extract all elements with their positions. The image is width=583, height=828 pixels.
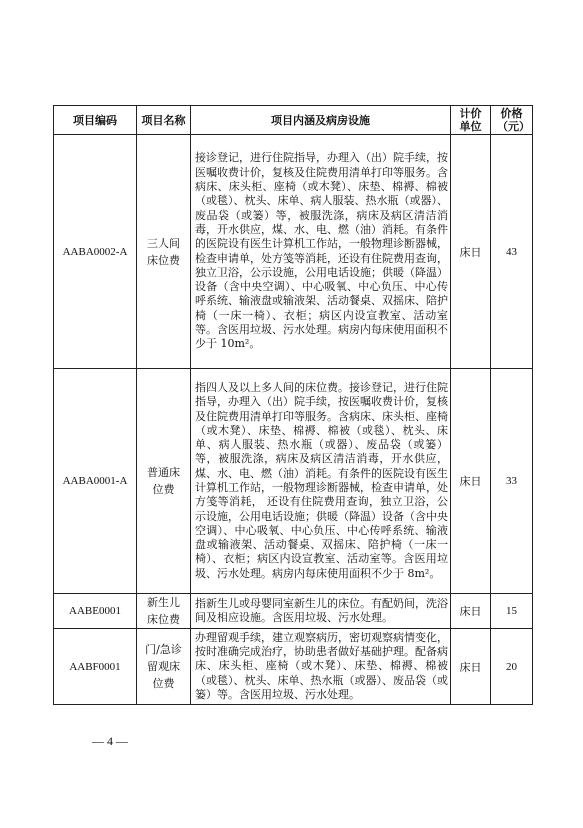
header-price: 价格（元） <box>491 106 533 135</box>
row-price: 15 <box>491 594 533 629</box>
row-content: 指新生儿或母婴同室新生儿的床位。有配奶间，洗浴间及相应设施。含医用垃圾、污水处理。 <box>191 594 451 629</box>
table-row <box>54 629 533 705</box>
table-row <box>54 594 533 629</box>
row-price: 20 <box>491 629 533 705</box>
row-content: 指四人及以上多人间的床位费。接诊登记，进行住院指导，办理入（出）院手续，按医嘱收费计价，复核及住院费用清单打印等服务。含病床、床头柜、座椅（或木凳）、床垫、棉褥、棉被（或毯）、枕头、床单、病人服装、热水瓶（或器）、废品袋（或篓）等，被服洗涤，病床及病区清洁消毒，开水供应，煤、水、电、燃（油）消耗。有条件的医院设有医生计算机工作站，一般物理诊断器械，检查申请单，处方笺等消耗， 还设有住院费用查询，独立卫浴，公示设施，公用电话设施；供暖（降温）设备（含中央空调）、中心吸氧、中心负压、中心传呼系统、输液盘或输液架、活动餐桌、双摇床、陪护椅（一床一椅）、衣柜；病区内设宣教室、活动室等。含医用垃圾、污水处理。病房内每床使用面积不少于 8m²。 <box>191 369 451 594</box>
row-name: 三人间床位费 <box>137 135 191 369</box>
header-content: 项目内涵及病房设施 <box>191 106 451 135</box>
row-name: 门/急诊留观床位费 <box>137 629 191 705</box>
header-code: 项目编码 <box>54 106 137 135</box>
row-name: 新生儿床位费 <box>137 594 191 629</box>
row-price: 33 <box>491 369 533 594</box>
row-unit: 床日 <box>451 369 491 594</box>
row-code: AABA0002-A <box>54 135 137 369</box>
table-row <box>54 369 533 594</box>
row-unit: 床日 <box>451 594 491 629</box>
row-code: AABA0001-A <box>54 369 137 594</box>
pricing-table <box>53 105 533 705</box>
row-content: 办理留观手续，建立观察病历，密切观察病情变化，按时准确完成治疗，协助患者做好基础护理。配备病床、床头柜、座椅（或木凳）、床垫、棉褥、棉被（或毯）、枕头、床单、热水瓶（或器）、废品袋（或篓）等。含医用垃圾、污水处理。 <box>191 629 451 705</box>
header-unit: 计价单位 <box>451 106 491 135</box>
header-name: 项目名称 <box>137 106 191 135</box>
row-content: 接诊登记，进行住院指导，办理入（出）院手续，按医嘱收费计价，复核及住院费用清单打印等服务。含病床、床头柜、座椅（或木凳）、床垫、棉褥、棉被（或毯）、枕头、床单、病人服装、热水瓶（或器）、废品袋（或篓）等，被服洗涤，病床及病区清洁消毒，开水供应，煤、水、电、燃（油）消耗。有条件的医院设有医生计算机工作站，一般物理诊断器械，检查申请单，处方笺等消耗，还设有住院费用查询，独立卫浴，公示设施，公用电话设施；供暖（降温）设备（含中央空调）、中心吸氧、中心负压、中心传呼系统、输液盘或输液架、活动餐桌、双摇床、陪护椅（一床一椅）、衣柜；病区内设宣教室、活动室等。含医用垃圾、污水处理。病房内每床使用面积不少于 10m²。 <box>191 135 451 369</box>
table-row <box>54 135 533 369</box>
row-code: AABE0001 <box>54 594 137 629</box>
row-price: 43 <box>491 135 533 369</box>
row-unit: 床日 <box>451 629 491 705</box>
row-unit: 床日 <box>451 135 491 369</box>
row-name: 普通床位费 <box>137 369 191 594</box>
table-header-row <box>54 106 533 135</box>
row-code: AABF0001 <box>54 629 137 705</box>
page-number: — 4 — <box>92 734 128 748</box>
